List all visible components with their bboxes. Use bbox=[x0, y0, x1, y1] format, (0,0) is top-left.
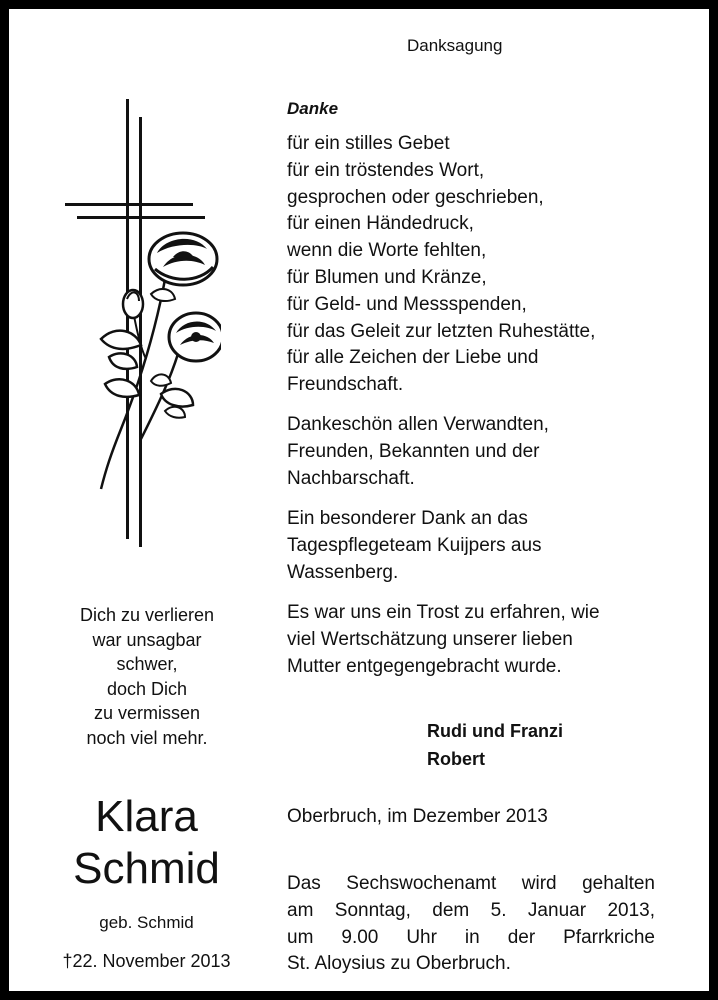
deceased-name bbox=[39, 791, 254, 895]
deceased-first-name: Klara bbox=[95, 792, 198, 841]
paragraph-line: Es war uns ein Trost zu erfahren, wie bbox=[287, 602, 600, 623]
deceased-last-name: Schmid bbox=[73, 844, 220, 893]
mass-note-line: um 9.00 Uhr in der Pfarrkriche bbox=[287, 926, 655, 948]
poem-line: war unsagbar bbox=[92, 629, 202, 650]
paragraph-line: Ein besonderer Dank an das bbox=[287, 508, 528, 529]
thanks-line: für alle Zeichen der Liebe und bbox=[287, 347, 539, 369]
paragraph-line: Dankeschön allen Verwandten, bbox=[287, 414, 549, 435]
paragraph-line: Nachbarschaft. bbox=[287, 467, 415, 489]
place-date: Oberbruch, im Dezember 2013 bbox=[287, 806, 548, 827]
death-date: †22. November 2013 bbox=[62, 951, 231, 971]
paragraph-care-team bbox=[287, 506, 667, 586]
paragraph-line: Wassenberg. bbox=[287, 561, 399, 583]
thanks-line: Freundschaft. bbox=[287, 374, 404, 396]
thanks-line: für ein stilles Gebet bbox=[287, 133, 450, 154]
poem-line: zu vermissen bbox=[93, 703, 201, 723]
poem bbox=[47, 603, 247, 750]
signature-line: Rudi und Franzi bbox=[427, 721, 563, 741]
poem-line: doch Dich bbox=[106, 678, 188, 699]
paragraph-relatives bbox=[287, 412, 667, 492]
thanks-line: gesprochen oder geschrieben, bbox=[287, 186, 544, 208]
thanks-title: Danke bbox=[287, 99, 339, 118]
paragraph-line: Freunden, Bekannten und der bbox=[287, 440, 540, 462]
mass-note-line: St. Aloysius zu Oberbruch. bbox=[287, 953, 511, 975]
birth-name: geb. Schmid bbox=[99, 913, 194, 932]
thanks-list bbox=[287, 131, 595, 399]
paragraph-line: Mutter entgegengebracht wurde. bbox=[287, 655, 562, 677]
poem-line: Dich zu verlieren bbox=[79, 605, 215, 625]
paragraph-line: viel Wertschätzung unserer lieben bbox=[287, 628, 573, 650]
mass-note bbox=[287, 871, 655, 978]
thanks-line: für Blumen und Kränze, bbox=[287, 266, 487, 288]
paragraph-comfort bbox=[287, 600, 667, 680]
obituary-card bbox=[9, 9, 709, 991]
signature-line: Robert bbox=[427, 749, 485, 769]
paragraph-line: Tagespflegeteam Kuijpers aus bbox=[287, 534, 542, 556]
thanks-line: für einen Händedruck, bbox=[287, 213, 474, 235]
poem-line: noch viel mehr. bbox=[86, 727, 208, 748]
thanks-line: für das Geleit zur letzten Ruhestätte, bbox=[287, 320, 596, 342]
thanks-line: für ein tröstendes Wort, bbox=[287, 159, 485, 181]
cross-with-roses-icon bbox=[61, 99, 221, 549]
poem-line: schwer, bbox=[116, 654, 178, 674]
mass-note-line: Das Sechswochenamt wird gehalten bbox=[287, 873, 655, 894]
thanks-line: für Geld- und Messspenden, bbox=[287, 293, 527, 315]
thanks-line: wenn die Worte fehlten, bbox=[287, 240, 487, 262]
mass-note-line: am Sonntag, dem 5. Januar 2013, bbox=[287, 899, 655, 921]
page-title: Danksagung bbox=[407, 36, 503, 55]
signature bbox=[427, 717, 563, 773]
